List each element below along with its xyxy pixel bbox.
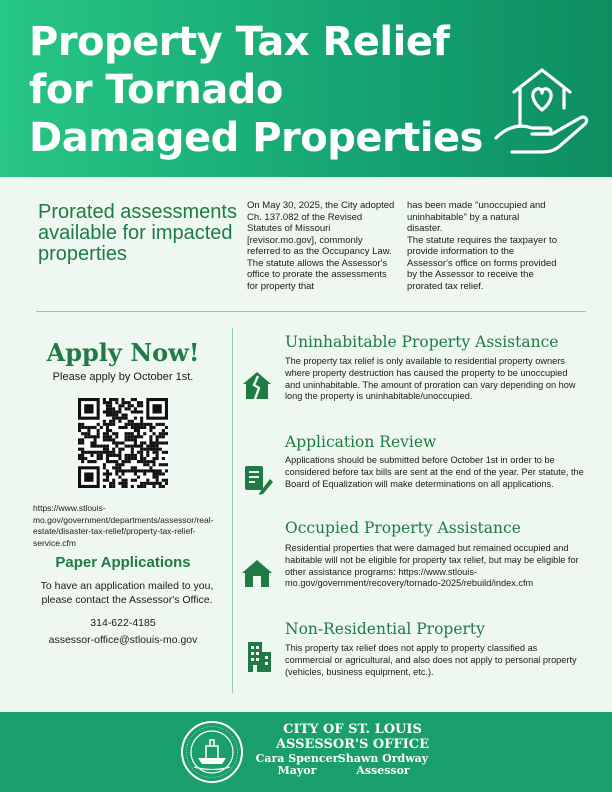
contact-email[interactable]: assessor-office@stlouis-mo.gov: [48, 634, 198, 646]
paper-applications-text: To have an application mailed to you, please contact the Assessor's Office.: [40, 580, 214, 606]
section-body-review: Applications should be submitted before October 1st in order to be considered before tax bills are sent at the end of the year. Per statute, the Board of Equalization will make determinations on all applications.: [285, 455, 584, 489]
section-title-uninhabitable: Uninhabitable Property Assistance: [285, 333, 559, 351]
divider-vertical: [232, 328, 233, 693]
section-body-nonresidential: This property tax relief does not apply to property classified as commercial or agricultural, and also does not apply to personal property (vehicles, business equipment, etc.).: [285, 643, 577, 677]
intro-paragraph-2: [407, 200, 557, 292]
apply-title: Apply Now!: [46, 338, 200, 367]
intro-paragraph-2b: The statute requires the taxpayer to provide information to the Assessor's office on forms provided by the Assessor to receive the prorated tax relief.: [407, 234, 557, 292]
contact-phone[interactable]: 314-622-4185: [90, 617, 156, 629]
intro-paragraph-2a: has been made "unoccupied and uninhabitable" by a natural disaster.: [407, 200, 546, 234]
footer-organization: [250, 722, 455, 752]
assessor-role: Assessor: [356, 764, 410, 777]
footer-org-line2: ASSESSOR'S OFFICE: [275, 737, 430, 752]
footer-mayor: [247, 753, 347, 777]
intro-lead: Prorated assessments available for impacted properties: [38, 201, 237, 265]
qr-code[interactable]: [78, 398, 168, 488]
mayor-name: Cara Spencer: [255, 752, 339, 765]
section-title-occupied: Occupied Property Assistance: [285, 519, 521, 537]
section-title-nonresidential: Non-Residential Property: [285, 620, 485, 638]
apply-deadline: Please apply by October 1st.: [52, 371, 194, 383]
assessor-name: Shawn Ordway: [337, 752, 429, 765]
commercial-building-icon: [240, 640, 274, 674]
heart-house-hand-icon: [492, 62, 598, 160]
broken-house-icon: [240, 368, 274, 402]
intro-paragraph-1: On May 30, 2025, the City adopted Ch. 137.082 of the Revised Statutes of Missouri [revisor.mo.gov], commonly referred to as the Occupancy Law. The statute allows the Assessor's office to prorate the assessments for property that: [247, 200, 395, 292]
section-body-uninhabitable: The property tax relief is only available to residential property owners where property destruction has caused the property to be unoccupied and uninhabitable. The amount of proration can vary depending on how long the property is uninhabitable/unoccupied.: [285, 356, 576, 402]
footer-org-line1: CITY OF ST. LOUIS: [283, 722, 422, 737]
page-title: Property Tax Relief for Tornado Damaged Properties: [29, 19, 483, 161]
mayor-role: Mayor: [277, 764, 317, 777]
document-pen-icon: [240, 462, 274, 496]
footer-assessor: [333, 753, 433, 777]
intro-band: [0, 177, 612, 313]
section-body-occupied: Residential properties that were damaged but remained occupied and habitable will not be eligible for property tax relief, but may be eligible for other assistance programs: https://www.stlouis-mo.gov/government/recovery/tornado-2025/rebuild/index.cfm: [285, 543, 579, 589]
city-seal-logo: [180, 720, 244, 784]
section-title-review: Application Review: [285, 433, 437, 451]
application-url[interactable]: https://www.stlouis-mo.gov/government/departments/assessor/real-estate/disaster-tax-relief/property-tax-relief-service.cfm: [33, 503, 214, 548]
paper-applications-title: Paper Applications: [55, 554, 191, 571]
divider-horizontal: [36, 311, 586, 312]
house-icon: [240, 556, 274, 590]
